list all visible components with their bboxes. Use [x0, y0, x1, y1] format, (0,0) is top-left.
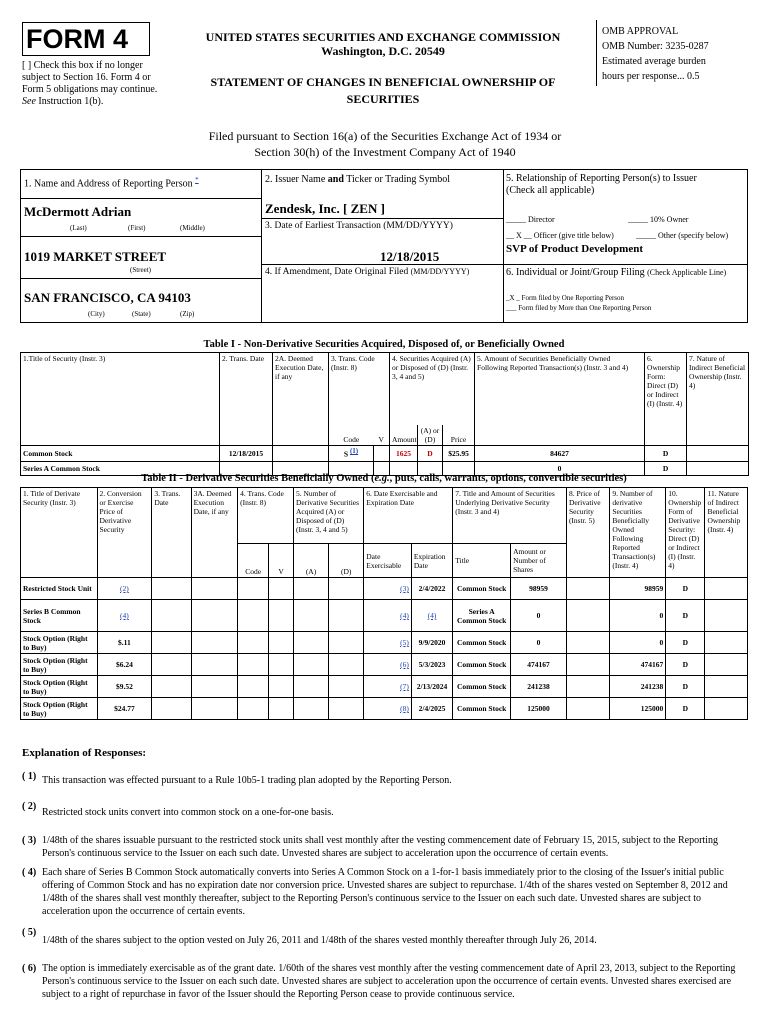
t2-underlying-amount: 0: [511, 600, 567, 632]
omb-divider: [596, 20, 597, 86]
t2-date-exercisable: [364, 600, 412, 632]
issuer-name: Zendesk, Inc. [ ZEN ]: [265, 201, 385, 216]
footnote-number: ( 1): [22, 771, 37, 782]
t1-h-title: 1.Title of Security (Instr. 3): [21, 353, 220, 446]
label-city: (City): [88, 310, 105, 318]
t2-underlying-amount: 474167: [511, 654, 567, 676]
t2-h-u-amt: Amount or Number of Shares: [511, 544, 567, 578]
t1-amount: 1625: [390, 445, 418, 461]
table2-title: Table II - Derivative Securities Beneficially Owned (e.g., puts, calls, warrants, options, convertible securities): [141, 473, 627, 484]
label-zip: (Zip): [180, 310, 195, 318]
t1-h-deemed: 2A. Deemed Execution Date, if any: [273, 353, 329, 446]
table-row: [21, 654, 748, 676]
t2-underlying-title: Series A Common Stock: [453, 600, 511, 632]
table-row: [21, 445, 749, 461]
t2-date-exercisable: [364, 578, 412, 600]
t2-underlying-title: Common Stock: [453, 632, 511, 654]
footnote-link[interactable]: (4): [427, 611, 437, 620]
t2-underlying-amount: 0: [511, 632, 567, 654]
footnote-link[interactable]: *: [195, 176, 199, 184]
ten-percent-option[interactable]: _____ 10% Owner: [628, 215, 689, 224]
t2-form: D: [666, 676, 705, 698]
t2-underlying-title: Common Stock: [453, 578, 511, 600]
director-option[interactable]: _____ Director: [506, 215, 555, 224]
t2-conversion: [97, 600, 152, 632]
t2-owned: 241238: [610, 676, 666, 698]
label-street: (Street): [130, 266, 151, 274]
footnote-link[interactable]: (2): [120, 584, 129, 593]
t2-date-exercisable: [364, 632, 412, 654]
t2-form: D: [666, 632, 705, 654]
t1-h-code-sub: Code: [329, 425, 374, 446]
t1-ad: D: [418, 445, 443, 461]
t1-code: S $^{(1)}$: [329, 445, 374, 461]
t2-date-exercisable: [364, 698, 412, 720]
one-person-option[interactable]: _X _ Form filed by One Reporting Person: [506, 294, 625, 302]
t2-security: Stock Option (Right to Buy): [21, 698, 98, 720]
amendment-label: 4. If Amendment, Date Original Filed (MM/DD/YYYY): [265, 267, 470, 277]
officer-option[interactable]: __ X __ Officer (give title below): [506, 231, 614, 240]
more-person-option[interactable]: ___ Form filed by More than One Reporting Person: [506, 304, 652, 312]
reporter-street: 1019 MARKET STREET: [24, 249, 167, 264]
t2-security: Stock Option (Right to Buy): [21, 676, 98, 698]
footnote-link[interactable]: (4): [120, 611, 129, 620]
t2-underlying-amount: 241238: [511, 676, 567, 698]
t1-h-price: Price: [443, 425, 475, 446]
agency-city: Washington, D.C. 20549: [321, 44, 445, 58]
t1-h-aord: (A) or (D): [418, 425, 443, 446]
t1-h-nature: 7. Nature of Indirect Beneficial Ownership (Instr. 4): [687, 353, 749, 446]
t1-owned: 0: [475, 461, 645, 475]
t2-owned: 125000: [610, 698, 666, 720]
filed-pursuant: Filed pursuant to Section 16(a) of the Securities Exchange Act of 1934 or Section 30(h) of the Investment Company Act of 1940: [208, 129, 562, 159]
officer-title: SVP of Product Development: [506, 243, 643, 255]
table-row: [21, 600, 748, 632]
footnote-link[interactable]: (7): [400, 682, 409, 691]
t1-date: 12/18/2015: [220, 445, 273, 461]
t2-form: D: [666, 698, 705, 720]
t1-h-amount: Amount: [390, 425, 418, 446]
t2-underlying-amount: 98959: [511, 578, 567, 600]
t2-form: D: [666, 600, 705, 632]
t1-security: Common Stock: [21, 445, 220, 461]
t1-h-date: 2. Trans. Date: [220, 353, 273, 446]
footnote-2: ( 2) Restricted stock units convert into common stock on a one-for-one basis.: [22, 801, 334, 818]
t1-form: D: [645, 445, 687, 461]
t2-h-deemed: 3A. Deemed Execution Date, if any: [191, 488, 238, 578]
t2-h-owned: 9. Number of derivative Securities Beneficially Owned Following Reported Transaction(s) (Instr. 4): [610, 488, 666, 578]
t1-form: D: [645, 461, 687, 475]
t2-h-exp: Expiration Date: [411, 544, 452, 578]
footnote-number: ( 3): [22, 835, 37, 846]
t2-h-v: V: [269, 544, 294, 578]
t2-conversion: $6.24: [97, 654, 152, 676]
footnote-1: ( 1) This transaction was effected pursuant to a Rule 10b5-1 trading plan adopted by the Reporting Person.: [22, 771, 452, 786]
footnote-link[interactable]: (3): [400, 584, 409, 593]
t2-owned: 98959: [610, 578, 666, 600]
t2-h-underlying: 7. Title and Amount of Securities Underlying Derivative Security (Instr. 3 and 4): [453, 488, 567, 544]
reporter-city: SAN FRANCISCO, CA 94103: [24, 290, 191, 305]
t2-underlying-title: Common Stock: [453, 654, 511, 676]
t2-h-nature: 11. Nature of Indirect Beneficial Ownership (Instr. 4): [705, 488, 748, 578]
t2-security: Stock Option (Right to Buy): [21, 632, 98, 654]
footnote-link[interactable]: (5): [400, 638, 409, 647]
other-option[interactable]: _____ Other (specify below): [636, 231, 729, 240]
t2-conversion: $24.77: [97, 698, 152, 720]
footnote-number: ( 4): [22, 867, 37, 878]
earliest-date-label: 3. Date of Earliest Transaction (MM/DD/YYYY): [265, 221, 453, 231]
footnote-number: ( 6): [22, 963, 37, 974]
t2-expiration: 2/13/2024: [411, 676, 452, 698]
label-state: (State): [132, 310, 151, 318]
group-filing-label: 6. Individual or Joint/Group Filing (Check Applicable Line): [506, 267, 727, 278]
t1-h-v: V: [374, 425, 390, 446]
t2-form: D: [666, 578, 705, 600]
t2-h-title: 1. Title of Derivate Security (Instr. 3): [21, 488, 98, 578]
t2-owned: 474167: [610, 654, 666, 676]
footnote-link[interactable]: (6): [400, 660, 409, 669]
footnote-link[interactable]: (4): [400, 611, 409, 620]
t2-h-date-ex: Date Exercisable: [364, 544, 412, 578]
t2-underlying-amount: 125000: [511, 698, 567, 720]
t1-owned: 84627: [475, 445, 645, 461]
t2-h-exercisable: 6. Date Exercisable and Expiration Date: [364, 488, 453, 544]
table-row: [21, 578, 748, 600]
t2-conversion: [97, 578, 152, 600]
t2-expiration: 2/4/2022: [411, 578, 452, 600]
table-row: [21, 676, 748, 698]
earliest-date: 12/18/2015: [380, 249, 440, 264]
t2-h-d: (D): [329, 544, 364, 578]
t2-h-date: 3. Trans. Date: [152, 488, 191, 578]
footnote-link[interactable]: (1): [349, 447, 359, 456]
omb-approval: OMB APPROVAL OMB Number: 3235-0287 Estimated average burden hours per response... 0.5: [602, 26, 709, 82]
check-box-notice[interactable]: [ ] Check this box if no longer subject to Section 16. Form 4 or Form 5 obligations may continue. See Instruction 1(b).: [22, 60, 158, 107]
t2-expiration: [411, 600, 452, 632]
form-title: FORM 4: [26, 24, 129, 54]
relationship-label: 5. Relationship of Reporting Person(s) to Issuer (Check all applicable): [506, 173, 697, 196]
table1-title: Table I - Non-Derivative Securities Acquired, Disposed of, or Beneficially Owned: [203, 339, 565, 350]
t2-expiration: 9/9/2020: [411, 632, 452, 654]
t2-h-a: (A): [293, 544, 328, 578]
t2-security: Restricted Stock Unit: [21, 578, 98, 600]
table1: [20, 352, 749, 476]
label-middle: (Middle): [180, 224, 205, 232]
agency-name: UNITED STATES SECURITIES AND EXCHANGE COMMISSION: [205, 30, 561, 44]
t2-conversion: $.11: [97, 632, 152, 654]
t2-date-exercisable: [364, 654, 412, 676]
table-row: [21, 632, 748, 654]
t2-security: Series B Common Stock: [21, 600, 98, 632]
footnote-number: ( 5): [22, 927, 37, 938]
t2-h-price: 8. Price of Derivative Security (Instr. 5): [566, 488, 609, 578]
footnote-link[interactable]: (8): [400, 704, 409, 713]
t2-expiration: 5/3/2023: [411, 654, 452, 676]
t2-conversion: $9.52: [97, 676, 152, 698]
statement-title: STATEMENT OF CHANGES IN BENEFICIAL OWNERSHIP OF SECURITIES: [210, 75, 556, 106]
t2-form: D: [666, 654, 705, 676]
t2-owned: 0: [610, 632, 666, 654]
t2-h-conv: 2. Conversion or Exercise Price of Derivative Security: [97, 488, 152, 578]
t2-underlying-title: Common Stock: [453, 676, 511, 698]
table2: [20, 487, 748, 720]
t2-h-form: 10. Ownership Form of Derivative Security: Direct (D) or Indirect (I) (Instr. 4): [666, 488, 705, 578]
table-row: [21, 698, 748, 720]
t1-security: Series A Common Stock: [21, 461, 220, 475]
t1-h-securities: 4. Securities Acquired (A) or Disposed of (D) (Instr. 3, 4 and 5): [390, 353, 475, 425]
t2-h-code: 4. Trans. Code (Instr. 8): [238, 488, 294, 544]
t2-security: Stock Option (Right to Buy): [21, 654, 98, 676]
reporter-name: McDermott Adrian: [24, 204, 132, 219]
t1-h-code: 3. Trans. Code (Instr. 8): [329, 353, 390, 425]
t2-date-exercisable: [364, 676, 412, 698]
t2-h-number: 5. Number of Derivative Securities Acquired (A) or Disposed of (D) (Instr. 3, 4 and 5): [293, 488, 363, 544]
t2-underlying-title: Common Stock: [453, 698, 511, 720]
t1-h-form: 6. Ownership Form: Direct (D) or Indirect (I) (Instr. 4): [645, 353, 687, 446]
footnote-number: ( 2): [22, 801, 37, 812]
t1-h-owned: 5. Amount of Securities Beneficially Owned Following Reported Transaction(s) (Instr. 3 and 4): [475, 353, 645, 446]
issuer-label: 2. Issuer Name and Ticker or Trading Symbol: [265, 174, 451, 185]
t2-owned: 0: [610, 600, 666, 632]
t2-h-u-title: Title: [453, 544, 511, 578]
t2-h-code-sub: Code: [238, 544, 269, 578]
reporter-label: 1. Name and Address of Reporting Person *: [24, 176, 199, 190]
t2-expiration: 2/4/2025: [411, 698, 452, 720]
footnote-5: ( 5) 1/48th of the shares subject to the option vested on July 26, 2011 and 1/48th of the shares vested monthly thereafter through July 26, 2014.: [22, 927, 597, 946]
t1-price: $25.95: [443, 445, 475, 461]
explanation-title: Explanation of Responses:: [22, 747, 147, 759]
label-first: (First): [128, 224, 146, 232]
label-last: (Last): [70, 224, 87, 232]
